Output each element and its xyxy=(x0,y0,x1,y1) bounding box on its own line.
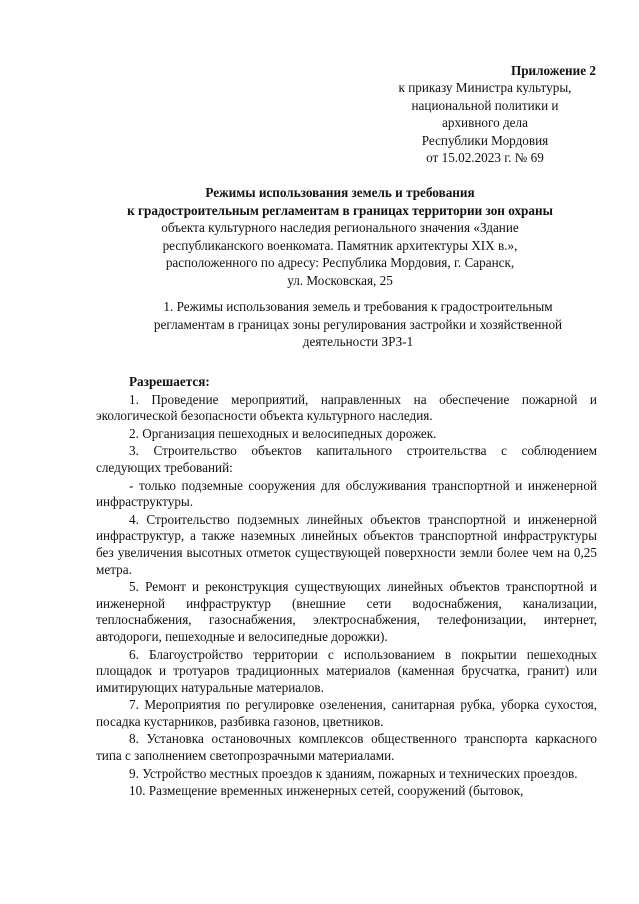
title-bold-line: к градостроительным регламентам в границах территории зон охраны xyxy=(127,202,553,218)
list-item: 1. Проведение мероприятий, направленных на обеспечение пожарной и экологической безопасности объекта культурного наследия. xyxy=(96,391,597,424)
section-heading-line: деятельности ЗРЗ-1 xyxy=(302,334,414,350)
title-bold-line: Режимы использования земель и требования xyxy=(205,185,475,200)
section-heading xyxy=(96,298,620,351)
title-line: расположенного по адресу: Республика Мордовия, г. Саранск, xyxy=(165,255,515,271)
appendix-line: национальной политики и xyxy=(411,97,559,113)
allowed-label: Разрешается: xyxy=(129,374,210,389)
appendix-header xyxy=(360,62,610,166)
appendix-line: Республики Мордовия xyxy=(421,132,549,148)
body-text xyxy=(96,374,597,801)
title-line: объекта культурного наследия регионального значения «Здание xyxy=(161,220,519,236)
list-item: 9. Устройство местных проездов к зданиям, пожарных и технических проездов. xyxy=(129,765,578,781)
section-heading-line: регламентам в границах зоны регулирования застройки и хозяйственной xyxy=(153,316,563,332)
list-item: 2. Организация пешеходных и велосипедных дорожек. xyxy=(129,425,437,441)
list-item: 10. Размещение временных инженерных сетей, сооружений (бытовок, xyxy=(129,783,524,799)
document-title xyxy=(60,184,620,290)
list-item: - только подземные сооружения для обслуживания транспортной и инженерной инфраструктуры. xyxy=(96,477,597,510)
list-item: 6. Благоустройство территории с использованием в покрытии пешеходных площадок и тротуаров традиционных материалов (каменная брусчатка, гранит) или имитирующих натуральные материалов. xyxy=(96,646,597,695)
list-item: 8. Установка остановочных комплексов общественного транспорта каркасного типа с заполнением светопрозрачными материалами. xyxy=(96,731,597,764)
list-item: 7. Мероприятия по регулировке озеленения, санитарная рубка, уборка сухостоя, посадка кустарников, разбивка газонов, цветников. xyxy=(96,697,597,729)
section-heading-line: 1. Режимы использования земель и требования к градостроительным xyxy=(163,299,553,314)
appendix-title: Приложение 2 xyxy=(510,63,596,78)
title-line: ул. Московская, 25 xyxy=(287,272,393,288)
appendix-line: архивного дела xyxy=(442,115,528,131)
list-item: 5. Ремонт и реконструкция существующих линейных объектов транспортной и инженерной инфраструктур (внешние сети водоснабжения, канализации, теплоснабжения, газоснабжения, электроснабжения, телефонизации, интернет, автодороги, пешеходные и велосипедные дорожки). xyxy=(96,579,597,644)
list-item: 3. Строительство объектов капитального строительства с соблюдением следующих требований: xyxy=(96,443,597,475)
list-item: 4. Строительство подземных линейных объектов транспортной и инженерной инфраструктур, а также наземных линейных объектов транспортной инфраструктуры без увеличения высотных отметок существующей поверхности земли более чем на 0,25 метра. xyxy=(96,511,597,577)
appendix-line: к приказу Министра культуры, xyxy=(398,80,572,96)
appendix-line: от 15.02.2023 г. № 69 xyxy=(426,150,544,166)
title-line: республиканского военкомата. Памятник архитектуры XIX в.», xyxy=(162,237,518,253)
